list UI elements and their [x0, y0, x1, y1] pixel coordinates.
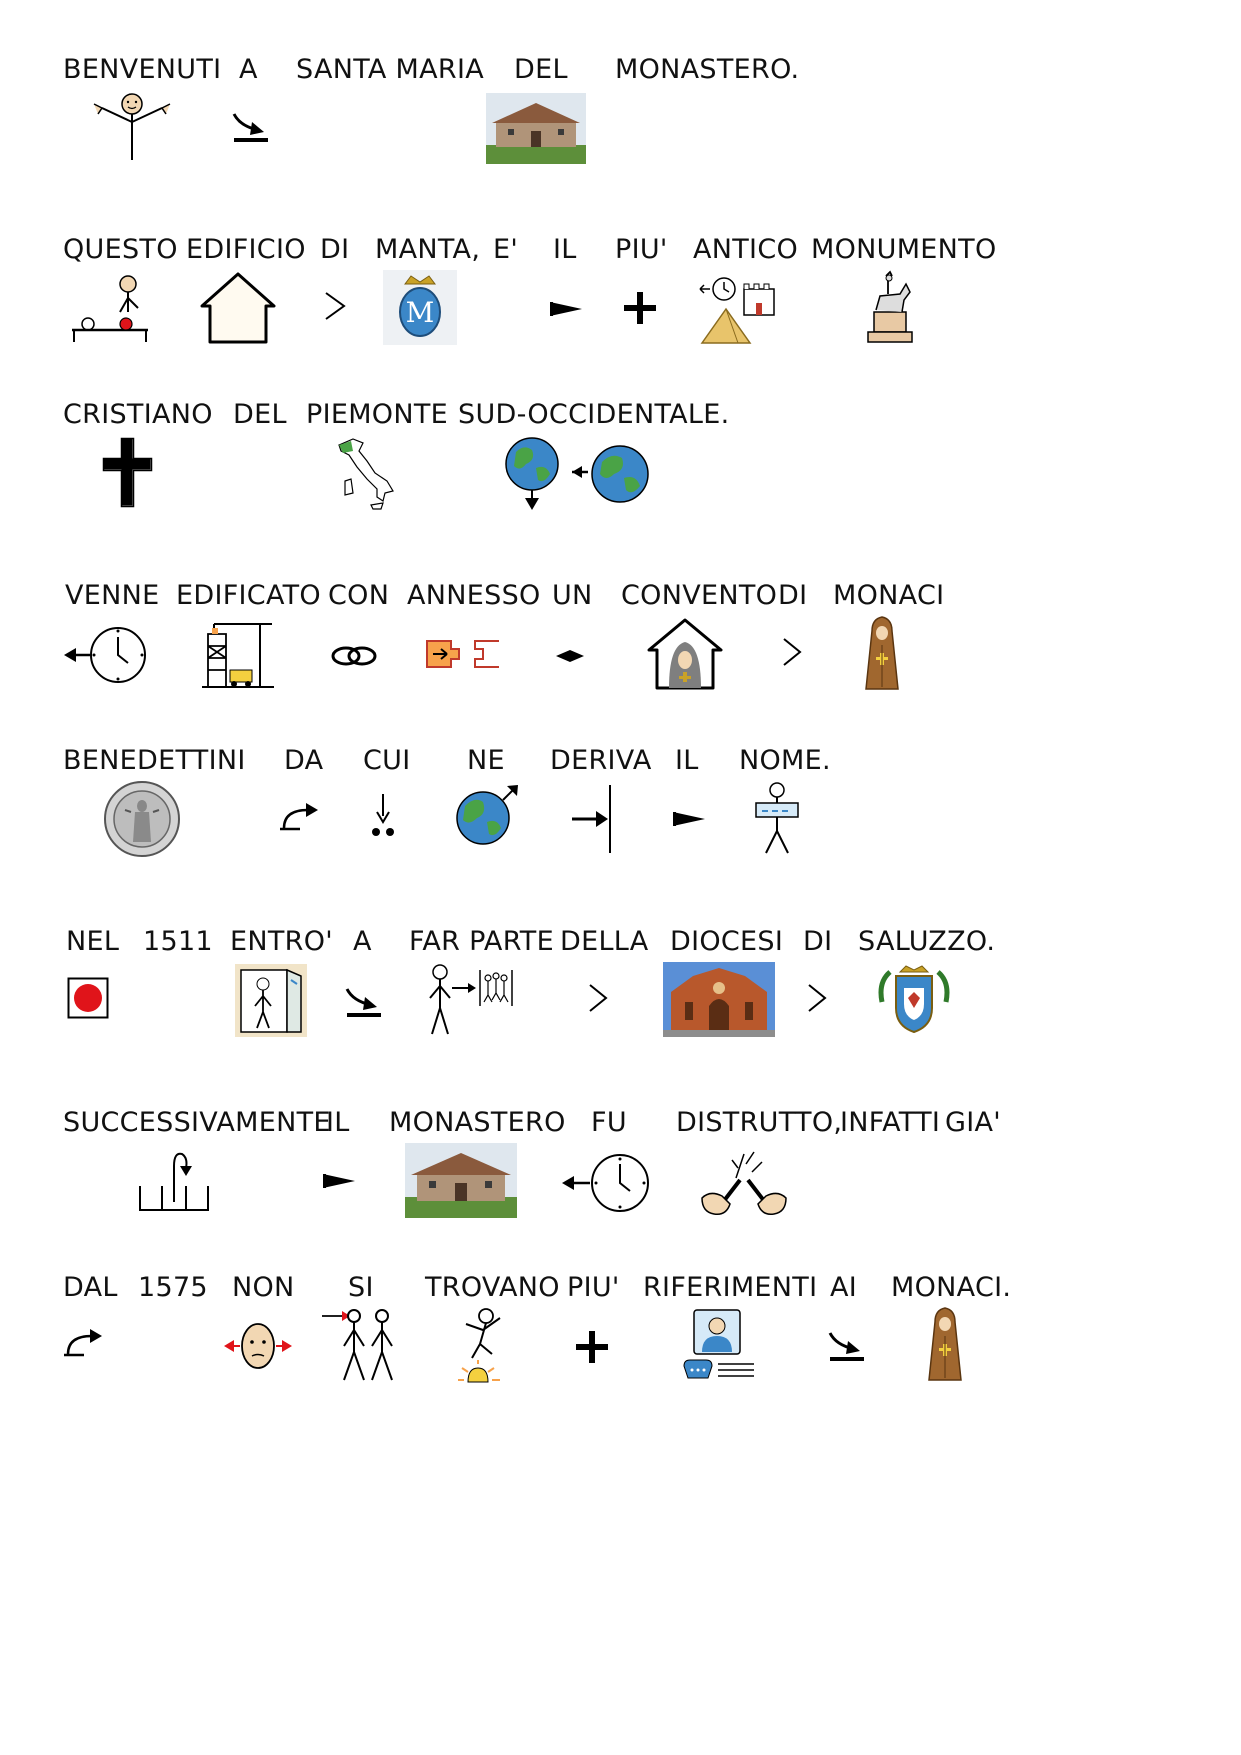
word: DEL	[514, 54, 568, 85]
word: FU	[591, 1107, 627, 1138]
word: SUD-OCCIDENTALE.	[458, 399, 730, 430]
word: A	[239, 54, 258, 85]
head-no-icon	[222, 1320, 294, 1372]
word: SUCCESSIVAMENTE	[63, 1107, 331, 1138]
join-group-icon	[424, 962, 516, 1038]
monk-icon	[862, 615, 902, 693]
article-triangle-icon	[673, 810, 705, 828]
word: CON	[328, 580, 390, 611]
word: DA	[284, 745, 324, 776]
clock-past-icon	[62, 625, 150, 685]
rings-icon	[330, 645, 378, 667]
word: E'	[493, 234, 519, 265]
word: NOME.	[739, 745, 831, 776]
word: DI	[803, 926, 833, 957]
word: IL	[553, 234, 577, 265]
word: DAL	[63, 1272, 118, 1303]
word: FAR PARTE	[409, 926, 554, 957]
word: EDIFICIO	[186, 234, 306, 265]
word: MONACI	[833, 580, 945, 611]
chevron-right-icon	[323, 290, 347, 322]
equestrian-statue-icon	[862, 270, 918, 346]
word: PIU'	[567, 1272, 620, 1303]
globe-out-icon	[455, 784, 521, 846]
word: BENEDETTINI	[63, 745, 246, 776]
word: DELLA	[560, 926, 649, 957]
word: NE	[467, 745, 505, 776]
word: DERIVA	[550, 745, 652, 776]
person-pointing-table-icon	[70, 272, 150, 344]
word: 1575	[138, 1272, 208, 1303]
word: EDIFICATO	[176, 580, 321, 611]
arrow-to-icon	[230, 108, 270, 144]
word: DI	[778, 580, 808, 611]
arrow-down-dots-icon	[370, 792, 396, 838]
word: DIOCESI	[670, 926, 784, 957]
word: MANTA,	[375, 234, 481, 265]
word: UN	[552, 580, 593, 611]
cathedral-photo-icon	[663, 962, 775, 1037]
cross-icon	[101, 436, 153, 508]
plus-icon	[575, 1330, 609, 1364]
arrow-to-icon	[343, 983, 383, 1019]
word: CUI	[363, 745, 411, 776]
globe-south-west-icon	[502, 434, 652, 512]
word: INFATTI	[840, 1107, 941, 1138]
word: MONACI.	[891, 1272, 1012, 1303]
word: GIA'	[945, 1107, 1001, 1138]
word: DI	[320, 234, 350, 265]
two-people-icon	[320, 1306, 400, 1382]
monk-icon	[925, 1306, 965, 1384]
find-person-icon	[452, 1306, 512, 1384]
construction-crane-icon	[200, 620, 276, 690]
word: MONASTERO	[389, 1107, 566, 1138]
word: RIFERIMENTI	[643, 1272, 818, 1303]
word: SALUZZO.	[858, 926, 996, 957]
word: IL	[326, 1107, 350, 1138]
word: A	[353, 926, 372, 957]
word: AI	[830, 1272, 858, 1303]
curved-arrow-icon	[62, 1326, 106, 1358]
connector-blocks-icon	[425, 637, 501, 671]
word: ENTRO'	[230, 926, 333, 957]
welcome-figure-icon	[88, 92, 176, 162]
clock-past-icon	[560, 1152, 650, 1214]
word: PIEMONTE	[306, 399, 449, 430]
italy-map-icon	[333, 435, 403, 513]
diamond-icon	[556, 649, 584, 663]
house-outline-icon	[198, 270, 278, 346]
word: SI	[348, 1272, 374, 1303]
arrow-bar-icon	[570, 783, 614, 855]
chevron-right-icon	[587, 982, 609, 1014]
monastery-photo-icon	[405, 1143, 517, 1218]
benedict-medal-icon	[103, 780, 181, 858]
chevron-right-icon	[781, 636, 803, 668]
reference-contact-icon	[680, 1308, 756, 1382]
word: ANNESSO	[407, 580, 541, 611]
arrow-to-icon	[826, 1327, 866, 1363]
word: DISTRUTTO,	[676, 1107, 843, 1138]
word: MONASTERO.	[615, 54, 800, 85]
svg-text:M: M	[405, 296, 435, 329]
manta-crest-icon	[383, 270, 457, 345]
successive-arrow-icon	[136, 1146, 212, 1214]
monastery-photo-icon	[486, 93, 586, 164]
word: IL	[675, 745, 699, 776]
word: BENVENUTI	[63, 54, 222, 85]
article-triangle-icon	[323, 1172, 355, 1190]
word: 1511	[143, 926, 213, 957]
word: QUESTO	[63, 234, 178, 265]
word: SANTA MARIA	[296, 54, 485, 85]
word: MONUMENTO	[811, 234, 997, 265]
enter-door-icon	[235, 964, 307, 1037]
word: NON	[232, 1272, 295, 1303]
word: CONVENTO	[621, 580, 778, 611]
word: TROVANO	[425, 1272, 560, 1303]
word: CRISTIANO	[63, 399, 213, 430]
word: VENNE	[65, 580, 160, 611]
name-person-icon	[752, 781, 802, 855]
plus-icon	[623, 291, 657, 325]
chevron-right-icon	[806, 982, 828, 1014]
word: NEL	[66, 926, 120, 957]
curved-arrow-icon	[278, 800, 320, 832]
red-dot-square-icon	[67, 977, 109, 1019]
article-triangle-icon	[550, 300, 582, 318]
ancient-pyramid-castle-icon	[698, 275, 778, 347]
word: PIU'	[615, 234, 668, 265]
word: ANTICO	[693, 234, 799, 265]
break-hands-icon	[696, 1150, 792, 1218]
saluzzo-crest-icon	[876, 962, 952, 1036]
word: DEL	[233, 399, 287, 430]
convent-house-icon	[645, 616, 725, 692]
